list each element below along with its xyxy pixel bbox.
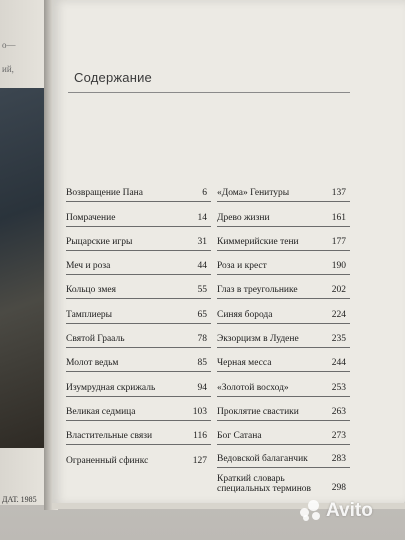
toc-entry-title: Кольцо змея <box>66 285 116 296</box>
toc-entry-title: «Дома» Генитуры <box>217 188 290 199</box>
toc-entry-page: 78 <box>197 334 207 345</box>
toc-entry-page: 161 <box>331 212 346 223</box>
left-page-caption: ДАТ. 1985 <box>2 495 37 504</box>
toc-entry-title: Ограненный сфинкс <box>66 455 149 466</box>
toc-entry-title: Древо жизни <box>217 212 270 223</box>
left-page <box>0 0 46 505</box>
toc-entry <box>66 299 211 323</box>
toc-right-column <box>217 178 350 496</box>
avito-watermark <box>300 500 373 522</box>
toc-entry-page: 298 <box>331 483 346 494</box>
toc-entry-page: 263 <box>331 406 346 417</box>
toc-entry-title: «Золотой восход» <box>217 382 289 393</box>
toc-entry <box>66 227 211 251</box>
toc-left-column <box>66 178 211 469</box>
toc-entry <box>66 348 211 372</box>
toc-entry-page: 55 <box>197 285 207 296</box>
left-page-fragment: о— <box>2 40 16 50</box>
toc-entry <box>66 202 211 226</box>
toc-entry-title: Синяя борода <box>217 309 273 320</box>
toc-entry <box>66 251 211 275</box>
toc-entry-page: 283 <box>331 454 346 465</box>
toc-entry <box>66 421 211 445</box>
toc-entry-page: 202 <box>331 285 346 296</box>
toc-entry-title: Властительные связи <box>66 431 153 442</box>
toc-entry <box>217 178 350 202</box>
toc-entry-title: Меч и роза <box>66 261 111 272</box>
toc-entry-page: 127 <box>192 455 207 466</box>
watermark-text: Avito <box>326 500 373 521</box>
toc-entry-title: Глаз в треугольнике <box>217 285 298 296</box>
toc-entry-page: 65 <box>197 309 207 320</box>
toc-entry-title: Черная месса <box>217 358 272 369</box>
toc-entry <box>217 372 350 396</box>
toc-entry <box>217 397 350 421</box>
toc-entry <box>66 324 211 348</box>
left-page-fragment: ий, <box>2 64 14 74</box>
toc-entry-page: 103 <box>192 406 207 417</box>
toc-entry <box>217 251 350 275</box>
toc-entry-page: 31 <box>197 236 207 247</box>
toc-entry <box>217 227 350 251</box>
toc-entry-page: 85 <box>197 358 207 369</box>
toc-entry-page: 14 <box>197 212 207 223</box>
toc-entry-page: 44 <box>197 261 207 272</box>
toc-entry <box>217 324 350 348</box>
toc-entry <box>66 372 211 396</box>
toc-entry <box>66 397 211 421</box>
toc-entry <box>217 202 350 226</box>
toc-entry <box>66 445 211 468</box>
toc-entry <box>66 275 211 299</box>
toc-entry-title: Помрачение <box>66 212 116 223</box>
toc-entry-page: 6 <box>202 188 207 199</box>
toc-entry-page: 116 <box>193 431 207 442</box>
toc-entry-title: Ведовской балаганчик <box>217 454 308 465</box>
toc-entry-page: 253 <box>331 382 346 393</box>
toc-entry-title: Возвращение Пана <box>66 188 143 199</box>
toc-entry-title: Бог Сатана <box>217 431 262 442</box>
toc-entry-page: 244 <box>331 358 346 369</box>
toc-entry-page: 273 <box>331 431 346 442</box>
toc-entry-title: Молот ведьм <box>66 358 119 369</box>
toc-entry-title <box>217 474 322 494</box>
avito-dots-icon <box>300 500 322 522</box>
toc-entry <box>66 178 211 202</box>
toc-entry-title: Роза и крест <box>217 261 267 272</box>
toc-entry-title-line: специальных терминов <box>217 484 312 495</box>
toc-entry-title: Проклятие свастики <box>217 406 299 417</box>
toc-entry-title: Киммерийские тени <box>217 236 299 247</box>
toc-entry-page: 137 <box>331 188 346 199</box>
left-page-photo <box>0 88 44 448</box>
toc-entry-title: Тамплиеры <box>66 309 113 320</box>
toc-entry-title: Великая седмица <box>66 406 136 417</box>
page-title: Содержание <box>74 70 152 85</box>
toc-entry-page: 94 <box>197 382 207 393</box>
toc-entry <box>217 468 350 496</box>
toc-entry-page: 224 <box>331 309 346 320</box>
toc-entry <box>217 445 350 468</box>
toc-entry-title: Изумрудная скрижаль <box>66 382 156 393</box>
toc-entry <box>217 348 350 372</box>
toc-entry-page: 190 <box>331 261 346 272</box>
toc-entry-title-line: Краткий словарь <box>217 474 285 485</box>
toc-entry-title: Экзорцизм в Лудене <box>217 334 299 345</box>
toc-entry-page: 177 <box>331 236 346 247</box>
title-rule <box>68 92 350 93</box>
toc-entry <box>217 299 350 323</box>
toc-entry-title: Рыцарские игры <box>66 236 133 247</box>
toc-entry <box>217 275 350 299</box>
toc-entry <box>217 421 350 445</box>
toc-entry-title: Святой Грааль <box>66 334 125 345</box>
toc-entry-page: 235 <box>331 334 346 345</box>
